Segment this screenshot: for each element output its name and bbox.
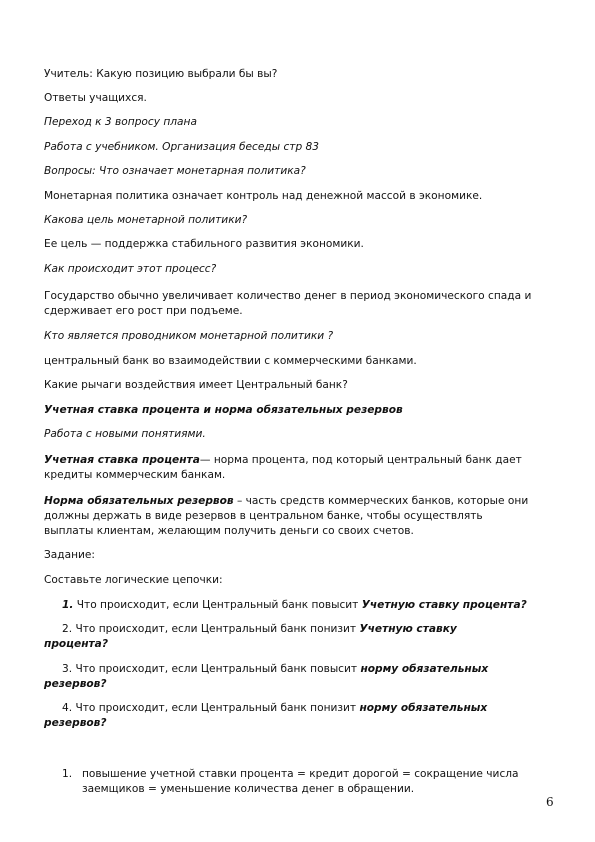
line-conductor-answer: центральный банк во взаимодействии с коммерческими банками. xyxy=(44,355,417,367)
question-1 xyxy=(62,598,582,613)
question-3-number: 3. xyxy=(62,663,73,675)
definition-reserves-term: Норма обязательных резервов xyxy=(44,495,234,507)
question-3-text: Что происходит, если Центральный банк повысит xyxy=(72,663,361,675)
definition-rate-text: — норма процента, под который центральный банк дает xyxy=(199,454,522,466)
question-4-term: норму обязательных xyxy=(359,702,488,714)
page-number: 6 xyxy=(546,795,554,809)
line-textbook-work: Работа с учебником. Организация беседы стр 83 xyxy=(44,141,320,153)
line-teacher-question: Учитель: Какую позицию выбрали бы вы? xyxy=(44,68,278,80)
line-levers-question: Какие рычаги воздействия имеет Центральный банк? xyxy=(44,379,348,391)
definition-reserves-cont-1: должны держать в виде резервов в центральном банке, чтобы осуществлять xyxy=(44,510,483,522)
line-new-concepts: Работа с новыми понятиями. xyxy=(44,428,206,440)
line-task: Задание: xyxy=(44,549,95,561)
question-2 xyxy=(62,622,582,637)
definition-reserves-text: – часть средств коммерческих банков, которые они xyxy=(233,495,529,507)
line-task-instruction: Составьте логические цепочки: xyxy=(44,574,223,586)
question-1-text: Что происходит, если Центральный банк повысит xyxy=(73,599,362,611)
question-1-term: Учетную ставку процента? xyxy=(361,599,527,611)
line-levers-answer: Учетная ставка процента и норма обязательных резервов xyxy=(44,404,403,416)
line-process-answer-2: сдерживает его рост при подъеме. xyxy=(44,305,243,317)
answer-line-1: повышение учетной ставки процента = кредит дорогой = сокращение числа xyxy=(82,768,519,780)
definition-reserves-cont-2: выплаты клиентам, желающим получить деньги со своих счетов. xyxy=(44,525,414,537)
line-conductor-question: Кто является проводником монетарной политики ? xyxy=(44,330,334,342)
question-4 xyxy=(62,701,582,716)
question-2-cont: процента? xyxy=(44,638,108,650)
definition-rate-term: Учетная ставка процента xyxy=(44,454,200,466)
line-monetary-def: Монетарная политика означает контроль над денежной массой в экономике. xyxy=(44,190,483,202)
definition-reserves xyxy=(44,494,564,509)
line-process-question: Как происходит этот процесс? xyxy=(44,263,217,275)
line-goal-answer: Ее цель — поддержка стабильного развития экономики. xyxy=(44,238,364,250)
line-process-answer-1: Государство обычно увеличивает количество денег в период экономического спада и xyxy=(44,290,532,302)
question-4-number: 4. xyxy=(62,702,73,714)
line-goal-question: Какова цель монетарной политики? xyxy=(44,214,248,226)
question-2-term: Учетную ставку xyxy=(359,623,457,635)
answer-line-2: заемщиков = уменьшение количества денег в обращении. xyxy=(82,783,415,795)
question-3 xyxy=(62,662,582,677)
line-transition: Переход к 3 вопросу плана xyxy=(44,116,197,128)
line-students-answers: Ответы учащихся. xyxy=(44,92,147,104)
question-3-cont: резервов? xyxy=(44,678,107,690)
question-2-text: Что происходит, если Центральный банк понизит xyxy=(72,623,360,635)
definition-rate xyxy=(44,453,564,468)
line-questions: Вопросы: Что означает монетарная политика? xyxy=(44,165,306,177)
answer-number: 1. xyxy=(62,768,73,780)
definition-rate-cont: кредиты коммерческим банкам. xyxy=(44,469,226,481)
question-3-term: норму обязательных xyxy=(360,663,489,675)
question-4-cont: резервов? xyxy=(44,717,107,729)
question-4-text: Что происходит, если Центральный банк понизит xyxy=(72,702,360,714)
question-2-number: 2. xyxy=(62,623,73,635)
question-1-number: 1. xyxy=(62,599,74,611)
